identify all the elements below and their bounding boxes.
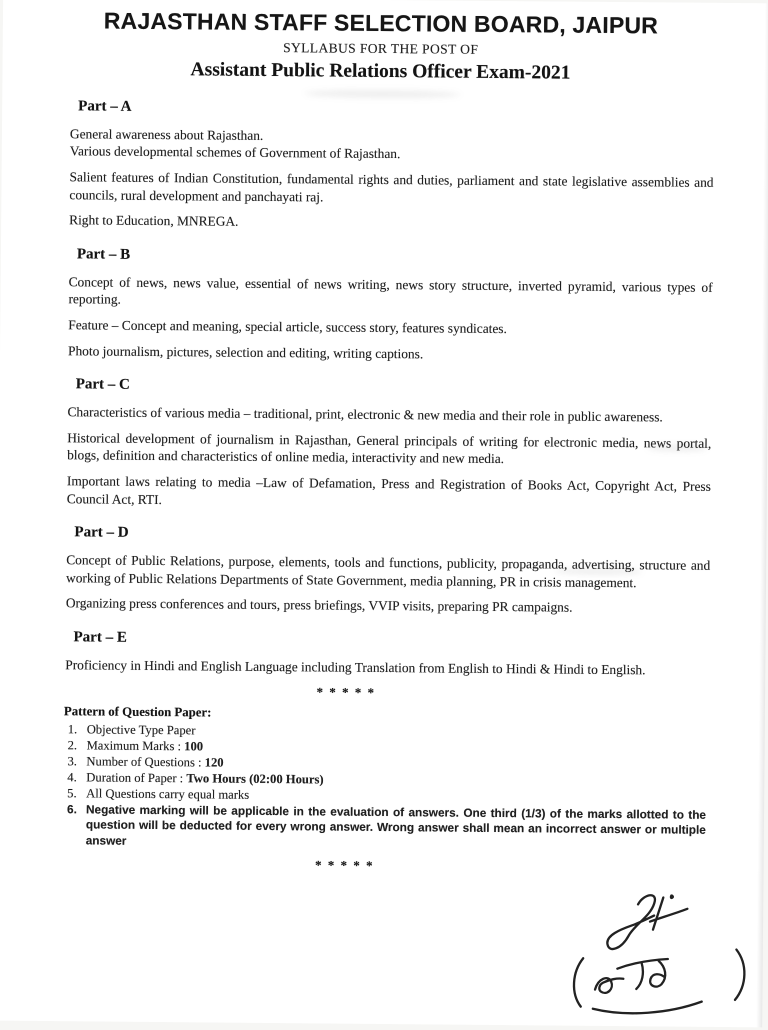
pattern-section — [63, 704, 709, 854]
pattern-item-bold-value: Two Hours (02:00 Hours) — [186, 771, 324, 787]
pattern-item-number: 2. — [67, 737, 78, 752]
part-heading: Part – C — [75, 376, 130, 393]
syllabus-paragraph: Right to Education, MNREGA. — [69, 212, 239, 229]
syllabus-paragraph: Concept of news, news value, essential of news writing, news story structure, inverted pyramid, various types of reporting. — [68, 274, 713, 308]
pattern-item-text: All Questions carry equal marks — [86, 786, 250, 802]
board-title: RAJASTHAN STAFF SELECTION BOARD, JAIPUR — [103, 7, 659, 39]
syllabus-paragraph: Important laws relating to media –Law of Defamation, Press and Registration of Books Act, Copyright Act, Press Council Act, RTI. — [66, 473, 711, 507]
pattern-item-number: 5. — [67, 786, 77, 801]
part-heading: Part – B — [76, 246, 131, 263]
syllabus-part — [65, 629, 709, 679]
syllabus-part — [66, 524, 711, 617]
pattern-item-bold-value: 120 — [204, 755, 224, 770]
separator-stars-top: * * * * * — [316, 683, 376, 700]
exam-title: Assistant Public Relations Officer Exam-2021 — [190, 59, 571, 85]
scan-artifact — [304, 89, 460, 98]
syllabus-paragraph: Historical development of journalism in Rajasthan, General principals of writing for electronic media, news portal, blogs, definition and characteristics of online media, interactivity and new media. — [67, 430, 712, 467]
scan-edge-shade — [756, 3, 768, 1027]
syllabus-paragraph: Feature – Concept and meaning, special article, success story, features syndicates. — [68, 317, 507, 337]
syllabus-body — [65, 98, 714, 679]
pattern-item-text: Objective Type Paper — [86, 721, 196, 737]
pattern-item-text: Maximum Marks : 100 — [86, 738, 204, 754]
pattern-item-text: Duration of Paper : Two Hours (02:00 Hours) — [86, 770, 324, 787]
syllabus-paragraph: Organizing press conferences and tours, press briefings, VVIP visits, preparing PR campaigns. — [65, 595, 573, 615]
pattern-item-number: 1. — [67, 721, 78, 736]
pattern-item-text: Negative marking will be applicable in the evaluation of answers. One third (1/3) of the marks allotted to the question will be deducted for every wrong answer. Wrong answer shall mean an incorrect answer or multiple answer — [85, 802, 707, 848]
syllabus-part — [69, 98, 714, 235]
syllabus-part — [67, 376, 712, 513]
pattern-item-number: 4. — [67, 770, 77, 785]
part-heading: Part – E — [73, 629, 127, 646]
part-heading: Part – A — [78, 98, 132, 115]
separator-stars-bottom: * * * * * — [315, 857, 375, 873]
pattern-item-bold-value: 100 — [184, 738, 204, 754]
syllabus-paragraph: Concept of Public Relations, purpose, elements, tools and functions, publicity, propaganda, advertising, structure and working of Public Relations Departments of State Government, media planning, PR in crisis management. — [66, 552, 711, 590]
syllabus-paragraph: Proficiency in Hindi and English Language including Translation from English to Hindi & Hindi to English. — [65, 657, 646, 678]
part-heading: Part – D — [74, 524, 129, 541]
syllabus-part — [68, 246, 713, 365]
syllabus-paragraph: Characteristics of various media – traditional, print, electronic & new media and their role in public awareness. — [67, 404, 663, 425]
pattern-list — [63, 722, 709, 854]
syllabus-paragraph: Various developmental schemes of Government of Rajasthan. — [69, 143, 401, 162]
syllabus-subtitle: SYLLABUS FOR THE POST OF — [283, 40, 479, 58]
pattern-item-number: 6. — [66, 802, 77, 817]
pattern-item — [67, 802, 708, 853]
pattern-item-text: Number of Questions : 120 — [86, 754, 224, 770]
handwritten-signature-icon — [564, 888, 757, 1026]
pattern-title: Pattern of Question Paper: — [63, 703, 212, 720]
pattern-item-number: 3. — [67, 753, 77, 769]
document-header — [2, 0, 768, 87]
syllabus-paragraph: Photo journalism, pictures, selection and editing, writing captions. — [67, 342, 424, 361]
syllabus-paragraph: General awareness about Rajasthan. — [69, 126, 264, 143]
syllabus-paragraph: Salient features of Indian Constitution, fundamental rights and duties, parliament and state legislative assemblies and councils, rural development and panchayati raj. — [69, 169, 714, 205]
